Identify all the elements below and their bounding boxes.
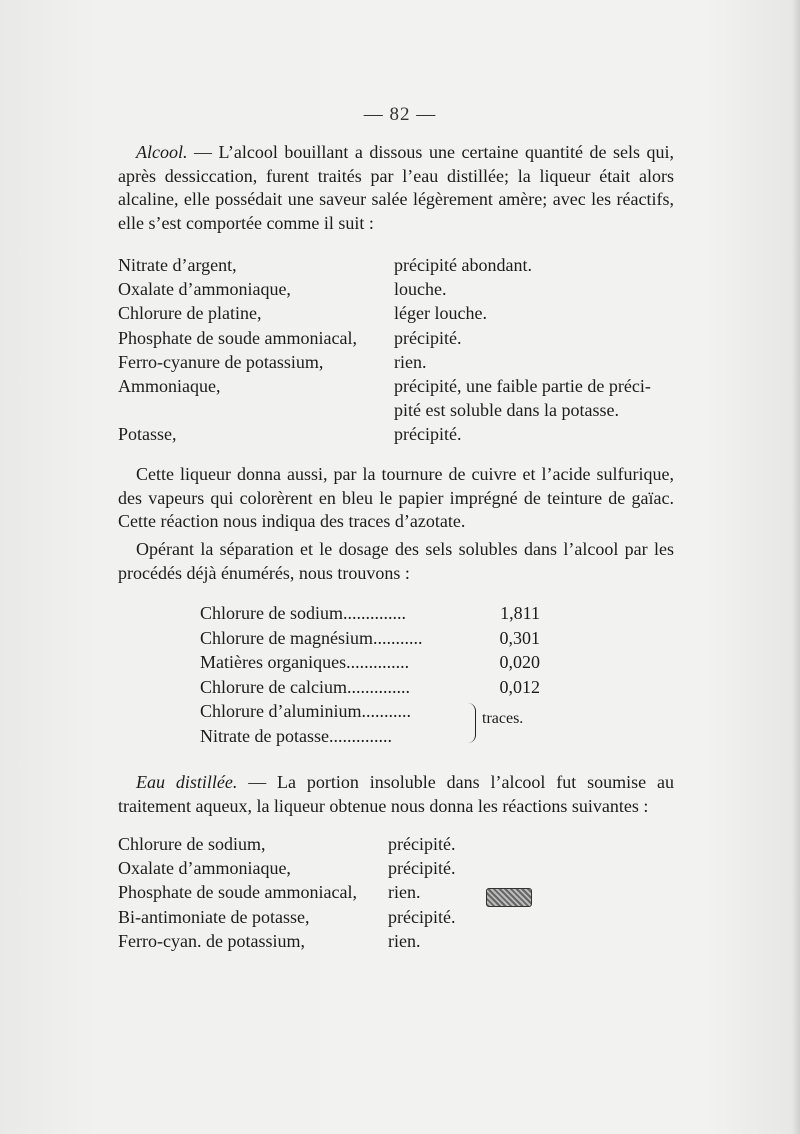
reaction-result: précipité. — [388, 834, 456, 854]
azotate-paragraph: Cette liqueur donna aussi, par la tournure de cuivre et l’acide sulfurique, des vapeurs qui colorèrent en bleu le papier imprégné de teinture de gaïac. Cette réaction nous indiqua des traces d’azotate. — [118, 464, 674, 531]
reaction-result — [394, 374, 651, 422]
reagent-name: Oxalate d’ammoniaque, — [118, 279, 291, 300]
salt-row — [200, 626, 540, 651]
salt-name: Chlorure de sodium.............. — [200, 603, 406, 623]
reagent-name: Chlorure de sodium, — [118, 834, 266, 854]
salt-row — [200, 675, 540, 700]
reaction-result: rien. — [394, 351, 427, 372]
reaction-result: précipité. — [394, 327, 462, 348]
reagent-name: Nitrate d’argent, — [118, 255, 237, 275]
alcool-text: — L’alcool bouillant a dissous une certaine quantité de sels qui, après dessiccation, furent traités par l’eau distillée; la liqueur était alors alcaline, elle possédait une saveur salée légèrement amère; avec les réactifs, elle s’est comportée comme il suit : — [118, 142, 674, 233]
salt-value: 1,811 — [500, 603, 540, 623]
reagent-name: Ferro-cyan. de potassium, — [118, 930, 305, 951]
reaction-result: précipité abondant. — [394, 255, 532, 275]
reaction-result: précipité. — [394, 424, 462, 445]
salt-row — [200, 601, 540, 626]
salt-value: 0,020 — [499, 652, 540, 672]
reaction-result-line1: précipité, une faible partie de préci- — [394, 375, 651, 396]
eau-text: — La portion insoluble dans l’alcool fut soumise au traitement aqueux, la liqueur obtenue nous donna les réactions suivantes : — [118, 772, 674, 816]
reagent-name: Bi-antimoniate de potasse, — [118, 906, 310, 927]
page-number: — 82 — — [363, 104, 437, 125]
reaction-result: louche. — [394, 279, 447, 300]
reagent-name: Potasse, — [118, 424, 177, 445]
salt-name: Chlorure de magnésium........... — [200, 627, 423, 648]
eau-heading: Eau distillée. — [136, 772, 238, 792]
reagent-name: Ammoniaque, — [118, 375, 221, 396]
traces-label: traces. — [482, 710, 524, 727]
page-edge-shadow — [792, 0, 800, 1134]
salt-value: 0,301 — [499, 627, 540, 648]
reaction-result: précipité. — [388, 858, 456, 879]
reaction-result-line2: pité est soluble dans la potasse. — [394, 400, 619, 421]
alcool-heading: Alcool. — [136, 142, 188, 162]
alcool-paragraph — [118, 141, 674, 235]
salt-name: Chlorure de calcium.............. — [200, 676, 410, 697]
reagent-name: Oxalate d’ammoniaque, — [118, 858, 291, 879]
salt-name: Matières organiques.............. — [200, 652, 410, 672]
salt-value: 0,012 — [499, 676, 540, 697]
reagent-name: Ferro-cyanure de potassium, — [118, 351, 324, 372]
curly-brace — [467, 703, 476, 743]
library-stamp — [486, 888, 532, 907]
salt-name: Nitrate de potasse.............. — [200, 725, 392, 746]
salt-name: Chlorure d’aluminium........... — [200, 701, 411, 721]
eau-distillee-paragraph — [118, 771, 674, 818]
salt-row — [200, 650, 540, 675]
reaction-result: rien. — [388, 882, 421, 903]
reagent-name: Phosphate de soude ammoniacal, — [118, 882, 357, 903]
reaction-result: précipité. — [388, 906, 456, 927]
reaction-result: léger louche. — [394, 303, 487, 324]
reaction-result: rien. — [388, 930, 421, 951]
reagent-name: Phosphate de soude ammoniacal, — [118, 327, 357, 348]
dosage-paragraph: Opérant la séparation et le dosage des sels solubles dans l’alcool par les procédés déjà énumérés, nous trouvons : — [118, 539, 674, 583]
reagent-name: Chlorure de platine, — [118, 303, 262, 324]
